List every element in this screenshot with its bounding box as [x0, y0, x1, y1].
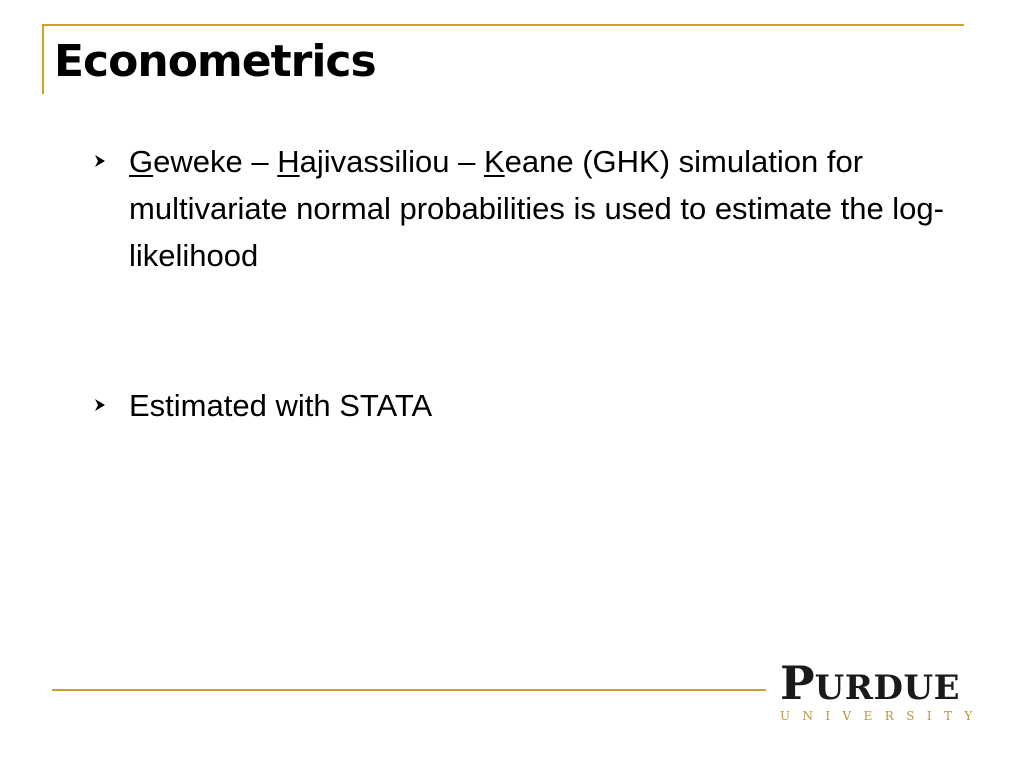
bullet-text-part: eane (GHK) simulation for multivariate normal probabilities is used to estimate the log-likelihood: [129, 144, 944, 273]
logo-word-rest: URDUE: [814, 668, 961, 708]
arrowhead-bullet-icon: [94, 398, 106, 412]
logo-initial: P: [780, 656, 815, 710]
bullet-list: [90, 138, 970, 429]
bullet-text-part: ajivassiliou –: [299, 144, 484, 179]
purdue-university-logo: [780, 656, 985, 726]
bottom-accent-line: [52, 689, 766, 691]
bullet-item-stata: [90, 382, 970, 429]
arrowhead-bullet-icon: [94, 154, 106, 168]
bullet-item-ghk: [90, 138, 970, 279]
bullet-text-part: H: [277, 144, 300, 179]
bullet-text-part: eweke –: [153, 144, 278, 179]
left-accent-line: [42, 24, 44, 94]
bullet-text-part: K: [483, 144, 505, 179]
logo-wordmark: [780, 656, 961, 710]
bullet-text-part: Estimated with STATA: [129, 388, 433, 423]
bullet-text-part: G: [129, 144, 154, 179]
top-accent-line: [42, 24, 964, 26]
logo-subtitle: UNIVERSITY: [780, 709, 985, 723]
slide-title: Econometrics: [54, 36, 376, 87]
